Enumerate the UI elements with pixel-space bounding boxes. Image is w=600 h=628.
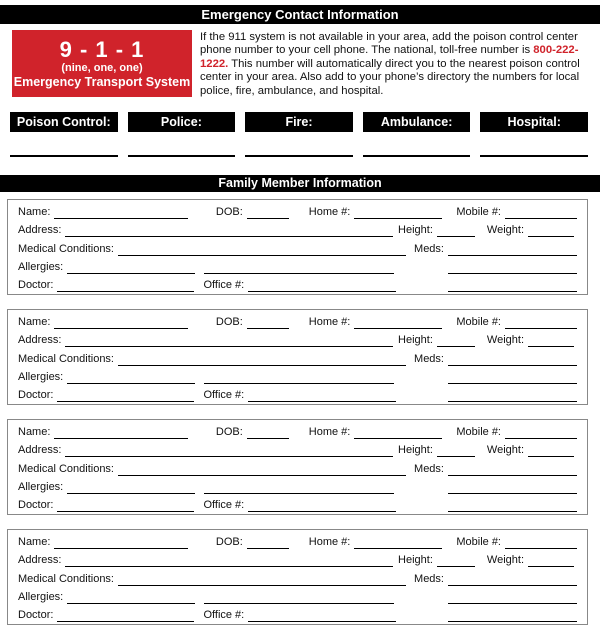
field-blank-office[interactable] [248, 280, 396, 292]
field-label-allergies: Allergies: [18, 480, 64, 493]
field-label-home: Home #: [308, 536, 351, 549]
member-field-row [18, 422, 577, 439]
field-label-mobile: Mobile #: [456, 206, 501, 219]
family-header-title: Family Member Information [218, 176, 382, 191]
field-blank-weight[interactable] [528, 445, 574, 457]
member-field-row [18, 550, 577, 567]
field-blank-meds-3[interactable] [448, 280, 577, 292]
field-label-medical: Medical Conditions: [18, 572, 114, 585]
field-label-dob: DOB: [215, 206, 243, 219]
field-blank-home[interactable] [354, 207, 442, 219]
field-blank-meds-3[interactable] [448, 390, 577, 402]
field-blank-meds-2[interactable] [448, 262, 577, 274]
field-label-doctor: Doctor: [18, 389, 54, 402]
field-blank-meds-2[interactable] [448, 592, 577, 604]
field-label-name: Name: [18, 536, 51, 549]
family-member-block [7, 199, 588, 295]
field-blank-mobile[interactable] [505, 317, 577, 329]
member-field-row [18, 312, 577, 329]
field-blank-address[interactable] [65, 225, 393, 237]
field-blank-doctor[interactable] [57, 280, 194, 292]
emergency-label-poison-control: Poison Control: [10, 112, 118, 132]
emergency-number-blank-poison-control[interactable] [10, 155, 118, 157]
field-label-name: Name: [18, 316, 51, 329]
emergency-label-fire: Fire: [245, 112, 353, 132]
field-label-home: Home #: [308, 206, 351, 219]
field-blank-home[interactable] [354, 537, 442, 549]
field-blank-allergies[interactable] [67, 592, 195, 604]
field-blank-office[interactable] [248, 390, 396, 402]
member-field-row [18, 532, 577, 549]
family-header-bar [0, 175, 600, 192]
field-blank-dob[interactable] [247, 537, 289, 549]
field-blank-meds[interactable] [448, 464, 577, 476]
field-label-office: Office #: [203, 279, 245, 292]
emergency-number-column [10, 112, 118, 157]
member-field-row [18, 275, 577, 292]
field-label-meds: Meds: [414, 572, 444, 585]
field-blank-height[interactable] [437, 225, 475, 237]
member-field-row [18, 220, 577, 237]
field-blank-name[interactable] [54, 317, 187, 329]
field-blank-allergies-2[interactable] [204, 262, 394, 274]
field-blank-medical[interactable] [118, 354, 406, 366]
field-blank-office[interactable] [248, 610, 396, 622]
field-label-address: Address: [18, 554, 62, 567]
field-label-name: Name: [18, 206, 51, 219]
member-field-row [18, 477, 577, 494]
field-label-allergies: Allergies: [18, 370, 64, 383]
field-blank-home[interactable] [354, 317, 442, 329]
field-blank-doctor[interactable] [57, 390, 194, 402]
emergency-header-title: Emergency Contact Information [201, 7, 399, 22]
field-label-doctor: Doctor: [18, 499, 54, 512]
field-blank-dob[interactable] [247, 427, 289, 439]
family-member-block [7, 309, 588, 405]
field-label-home: Home #: [308, 316, 351, 329]
emergency-header-bar [0, 5, 600, 24]
member-field-row [18, 367, 577, 384]
field-label-address: Address: [18, 334, 62, 347]
field-label-height: Height: [398, 554, 433, 567]
member-field-row [18, 330, 577, 347]
field-label-allergies: Allergies: [18, 590, 64, 603]
family-member-block [7, 419, 588, 515]
field-label-weight: Weight: [486, 444, 524, 457]
field-label-dob: DOB: [215, 426, 243, 439]
field-label-dob: DOB: [215, 316, 243, 329]
field-label-meds: Meds: [414, 462, 444, 475]
field-blank-meds[interactable] [448, 244, 577, 256]
field-label-office: Office #: [203, 389, 245, 402]
field-blank-office[interactable] [248, 500, 396, 512]
field-label-dob: DOB: [215, 536, 243, 549]
member-field-row [18, 495, 577, 512]
field-blank-meds[interactable] [448, 354, 577, 366]
member-field-row [18, 202, 577, 219]
field-label-doctor: Doctor: [18, 609, 54, 622]
field-blank-medical[interactable] [118, 464, 406, 476]
member-field-row [18, 459, 577, 476]
field-blank-weight[interactable] [528, 225, 574, 237]
field-label-home: Home #: [308, 426, 351, 439]
emergency-number-column [363, 112, 471, 157]
field-label-weight: Weight: [486, 554, 524, 567]
field-blank-height[interactable] [437, 555, 475, 567]
family-members-list [7, 199, 588, 625]
field-label-height: Height: [398, 334, 433, 347]
field-label-weight: Weight: [486, 224, 524, 237]
intro-section [12, 30, 592, 98]
field-label-office: Office #: [203, 499, 245, 512]
emergency-number-blank-ambulance[interactable] [363, 155, 471, 157]
field-blank-medical[interactable] [118, 244, 406, 256]
field-blank-allergies[interactable] [67, 372, 195, 384]
field-blank-weight[interactable] [528, 555, 574, 567]
emergency-number-blank-police[interactable] [128, 155, 236, 157]
911-words: (nine, one, one) [61, 61, 143, 74]
field-label-weight: Weight: [486, 334, 524, 347]
field-blank-height[interactable] [437, 445, 475, 457]
field-label-allergies: Allergies: [18, 260, 64, 273]
field-blank-allergies-2[interactable] [204, 372, 394, 384]
field-blank-name[interactable] [54, 537, 187, 549]
field-blank-mobile[interactable] [505, 537, 577, 549]
member-field-row [18, 257, 577, 274]
field-label-mobile: Mobile #: [456, 536, 501, 549]
field-blank-allergies[interactable] [67, 262, 195, 274]
member-field-row [18, 569, 577, 586]
emergency-numbers-row [10, 112, 588, 157]
field-blank-meds-2[interactable] [448, 372, 577, 384]
911-caption: Emergency Transport System [13, 74, 191, 89]
field-blank-allergies-2[interactable] [204, 592, 394, 604]
field-blank-name[interactable] [54, 427, 187, 439]
field-label-medical: Medical Conditions: [18, 242, 114, 255]
field-blank-height[interactable] [437, 335, 475, 347]
emergency-number-column [480, 112, 588, 157]
emergency-911-box [12, 30, 192, 97]
emergency-number-column [245, 112, 353, 157]
field-blank-mobile[interactable] [505, 207, 577, 219]
field-blank-dob[interactable] [247, 207, 289, 219]
intro-paragraph [200, 30, 592, 98]
field-label-mobile: Mobile #: [456, 316, 501, 329]
field-blank-dob[interactable] [247, 317, 289, 329]
field-label-mobile: Mobile #: [456, 426, 501, 439]
field-blank-meds-2[interactable] [448, 482, 577, 494]
intro-text-after: This number will automatically direct you to the nearest poison control center in your area. Also add to your phone’s directory the numbers for local police, fire, ambulance, and hospital. [200, 57, 580, 97]
field-blank-address[interactable] [65, 445, 393, 457]
field-label-address: Address: [18, 444, 62, 457]
field-label-doctor: Doctor: [18, 279, 54, 292]
field-blank-doctor[interactable] [57, 610, 194, 622]
intro-text-before: If the 911 system is not available in your area, add the poison control center phone number to your cell phone. The national, toll-free number is [200, 31, 578, 57]
field-label-height: Height: [398, 224, 433, 237]
field-blank-meds-3[interactable] [448, 610, 577, 622]
family-member-block [7, 529, 588, 625]
emergency-label-police: Police: [128, 112, 236, 132]
field-label-meds: Meds: [414, 352, 444, 365]
field-blank-address[interactable] [65, 555, 393, 567]
field-blank-allergies-2[interactable] [204, 482, 394, 494]
field-label-height: Height: [398, 444, 433, 457]
field-label-medical: Medical Conditions: [18, 462, 114, 475]
member-field-row [18, 587, 577, 604]
field-blank-weight[interactable] [528, 335, 574, 347]
field-label-address: Address: [18, 224, 62, 237]
field-blank-name[interactable] [54, 207, 187, 219]
field-blank-doctor[interactable] [57, 500, 194, 512]
poison-control-phone: 800-222-1222. [200, 44, 579, 70]
member-field-row [18, 239, 577, 256]
emergency-label-hospital: Hospital: [480, 112, 588, 132]
field-blank-address[interactable] [65, 335, 393, 347]
field-label-meds: Meds: [414, 242, 444, 255]
member-field-row [18, 440, 577, 457]
emergency-number-blank-fire[interactable] [245, 155, 353, 157]
911-number: 9 - 1 - 1 [59, 36, 145, 62]
emergency-number-column [128, 112, 236, 157]
emergency-label-ambulance: Ambulance: [363, 112, 471, 132]
field-blank-meds-3[interactable] [448, 500, 577, 512]
field-blank-mobile[interactable] [505, 427, 577, 439]
field-label-office: Office #: [203, 609, 245, 622]
member-field-row [18, 349, 577, 366]
field-blank-meds[interactable] [448, 574, 577, 586]
member-field-row [18, 605, 577, 622]
field-blank-allergies[interactable] [67, 482, 195, 494]
field-label-medical: Medical Conditions: [18, 352, 114, 365]
member-field-row [18, 385, 577, 402]
field-label-name: Name: [18, 426, 51, 439]
field-blank-medical[interactable] [118, 574, 406, 586]
emergency-number-blank-hospital[interactable] [480, 155, 588, 157]
field-blank-home[interactable] [354, 427, 442, 439]
